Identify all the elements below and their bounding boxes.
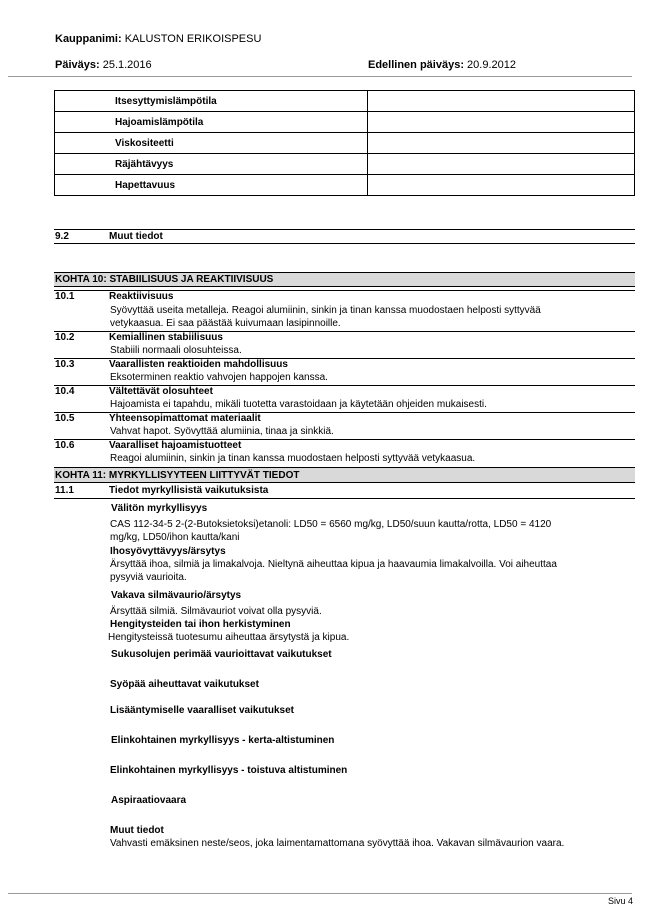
subsection-10-3 xyxy=(54,358,635,371)
subsection-title: Yhteensopimattomat materiaalit xyxy=(109,413,261,424)
subsection-title: Vaaralliset hajoamistuotteet xyxy=(109,440,242,451)
text-line: Stabiili normaali olosuhteissa. xyxy=(110,345,242,356)
subsection-10-5 xyxy=(54,412,635,425)
subsection-title: Tiedot myrkyllisistä vaikutuksista xyxy=(109,485,269,496)
text-line: CAS 112-34-5 2-(2-Butoksietoksi)etanoli: LD50 = 6560 mg/kg, LD50/suun kautta/rotta, LD50 = 4120 xyxy=(110,519,552,530)
table-row xyxy=(55,154,635,175)
section-10-header xyxy=(54,272,635,287)
table-row xyxy=(55,112,635,133)
mutagenicity-title: Sukusolujen perimää vaurioittavat vaikutukset xyxy=(111,649,332,660)
other-information-title: Muut tiedot xyxy=(110,825,164,836)
trade-name xyxy=(55,33,261,45)
date-label: Päiväys: xyxy=(55,59,100,71)
subsection-text xyxy=(110,425,635,438)
subsection-text xyxy=(110,398,635,411)
property-label: Itsesyttymislämpötila xyxy=(55,91,368,112)
text-line: Syövyttää useita metalleja. Reagoi alumiinin, sinkin ja tinan kanssa muodostaen helposti syttyvää xyxy=(110,305,541,316)
previous-date-value: 20.9.2012 xyxy=(467,59,516,71)
previous-date xyxy=(368,59,516,71)
previous-date-label: Edellinen päiväys: xyxy=(368,59,464,71)
subsection-text xyxy=(110,344,635,357)
subsection-text xyxy=(110,304,635,330)
carcinogenicity-title: Syöpää aiheuttavat vaikutukset xyxy=(110,679,259,690)
subsection-11-1 xyxy=(54,485,635,499)
subsection-text xyxy=(110,452,635,465)
table-row xyxy=(55,91,635,112)
subsection-10-6 xyxy=(54,439,635,452)
date-value: 25.1.2016 xyxy=(102,59,152,71)
subsection-number: 10.5 xyxy=(55,413,75,424)
subsection-number: 10.4 xyxy=(55,386,75,397)
subsection-number: 10.1 xyxy=(55,291,75,302)
section-9-2-bar xyxy=(54,229,635,244)
aspiration-hazard-title: Aspiraatiovaara xyxy=(111,795,187,806)
sensitisation-title: Hengitysteiden tai ihon herkistyminen xyxy=(110,619,291,630)
property-label: Räjähtävyys xyxy=(55,154,368,175)
trade-name-value: KALUSTON ERIKOISPESU xyxy=(124,33,262,45)
property-value xyxy=(368,91,635,112)
text-line: Ärsyttää ihoa, silmiä ja limakalvoja. Nieltynä aiheuttaa kipua ja haavaumia limakalvoilla. Voi aiheuttaa xyxy=(110,559,557,570)
footer-divider xyxy=(8,893,632,894)
subsection-text xyxy=(110,371,635,384)
subsection-number: 10.6 xyxy=(55,440,75,451)
trade-name-label: Kauppanimi: xyxy=(55,33,122,45)
table-row xyxy=(55,175,635,196)
properties-table xyxy=(54,90,635,196)
section-title: Muut tiedot xyxy=(109,231,163,242)
property-value xyxy=(368,154,635,175)
date xyxy=(55,59,152,71)
table-row xyxy=(55,133,635,154)
property-label: Hajoamislämpötila xyxy=(55,112,368,133)
eye-damage-title: Vakava silmävaurio/ärsytys xyxy=(111,590,242,601)
acute-toxicity-title: Välitön myrkyllisyys xyxy=(111,503,208,514)
subsection-title: Vältettävät olosuhteet xyxy=(109,386,213,397)
property-value xyxy=(368,133,635,154)
header-divider xyxy=(8,76,632,77)
subsection-title: Vaarallisten reaktioiden mahdollisuus xyxy=(109,359,288,370)
skin-corrosion-title: Ihosyövyttävyys/ärsytys xyxy=(110,546,226,557)
property-label: Hapettavuus xyxy=(55,175,368,196)
section-11-header xyxy=(54,467,635,483)
text-line: mg/kg, LD50/ihon kautta/kani xyxy=(110,532,240,543)
subsection-title: Kemiallinen stabiilisuus xyxy=(109,332,223,343)
text-line: pysyviä vaurioita. xyxy=(110,572,187,583)
skin-corrosion-text xyxy=(110,558,635,584)
other-information-text: Vahvasti emäksinen neste/seos, joka laimentamattomana syövyttää ihoa. Vakavan silmävaurion vaara. xyxy=(110,838,565,849)
subsection-10-1 xyxy=(54,290,635,303)
subsection-title: Reaktiivisuus xyxy=(109,291,174,302)
text-line: vetykaasua. Ei saa päästää kuivumaan lasipinnoille. xyxy=(110,318,341,329)
page-number: Sivu 4 xyxy=(607,896,633,906)
section-number: 9.2 xyxy=(55,231,69,242)
subsection-number: 10.2 xyxy=(55,332,75,343)
subsection-number: 10.3 xyxy=(55,359,75,370)
stot-repeated-title: Elinkohtainen myrkyllisyys - toistuva altistuminen xyxy=(110,765,348,776)
property-value xyxy=(368,175,635,196)
property-value xyxy=(368,112,635,133)
reproductive-toxicity-title: Lisääntymiselle vaaralliset vaikutukset xyxy=(110,705,294,716)
sensitisation-text: Hengitysteissä tuotesumu aiheuttaa ärsytystä ja kipua. xyxy=(108,632,350,643)
property-label: Viskositeetti xyxy=(55,133,368,154)
subsection-number: 11.1 xyxy=(55,485,74,496)
section-10-title: KOHTA 10: STABIILISUUS JA REAKTIIVISUUS xyxy=(55,274,274,285)
section-11-title: KOHTA 11: MYRKYLLISYYTEEN LIITTYVÄT TIEDOT xyxy=(55,470,300,481)
text-line: Reagoi alumiinin, sinkin ja tinan kanssa muodostaen helposti syttyvää vetykaasua. xyxy=(110,453,476,464)
text-line: Eksoterminen reaktio vahvojen happojen kanssa. xyxy=(110,372,328,383)
acute-toxicity-text xyxy=(110,518,635,544)
eye-damage-text: Ärsyttää silmiä. Silmävauriot voivat olla pysyviä. xyxy=(110,606,322,617)
subsection-10-4 xyxy=(54,385,635,398)
subsection-10-2 xyxy=(54,331,635,344)
text-line: Hajoamista ei tapahdu, mikäli tuotetta varastoidaan ja käytetään ohjeiden mukaisesti. xyxy=(110,399,487,410)
stot-single-title: Elinkohtainen myrkyllisyys - kerta-altistuminen xyxy=(111,735,335,746)
text-line: Vahvat hapot. Syövyttää alumiinia, tinaa ja sinkkiä. xyxy=(110,426,334,437)
